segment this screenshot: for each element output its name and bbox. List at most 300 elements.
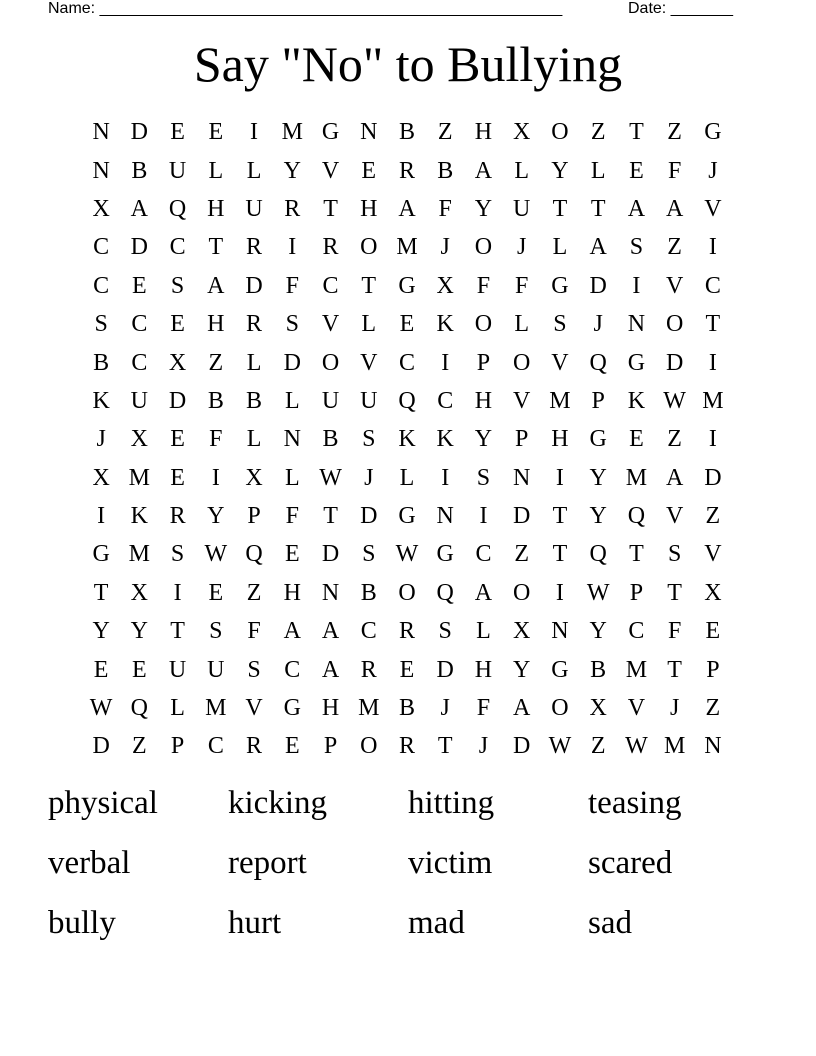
- grid-letter: C: [322, 272, 339, 299]
- grid-letter: X: [513, 618, 531, 645]
- grid-letter: L: [552, 234, 568, 261]
- grid-letter: J: [669, 695, 680, 722]
- grid-letter: Z: [667, 234, 682, 261]
- grid-letter: I: [97, 503, 106, 530]
- grid-letter: E: [705, 618, 721, 645]
- grid-letter: I: [555, 579, 564, 606]
- grid-letter: L: [284, 464, 300, 491]
- grid-letter: M: [625, 656, 648, 683]
- grid-letter: Y: [283, 157, 301, 184]
- grid-letter: G: [398, 503, 416, 530]
- grid-letter: O: [513, 349, 531, 376]
- grid-letter: F: [515, 272, 529, 299]
- word-bank-item: hitting: [408, 785, 495, 821]
- grid-letter: Z: [667, 426, 682, 453]
- grid-letter: Y: [589, 618, 607, 645]
- grid-letter: D: [589, 272, 607, 299]
- grid-letter: Q: [130, 695, 149, 722]
- grid-letter: R: [246, 733, 263, 760]
- grid-letter: S: [170, 541, 185, 568]
- grid-letter: R: [398, 157, 415, 184]
- grid-letter: S: [247, 656, 261, 683]
- grid-letter: M: [128, 464, 151, 491]
- grid-letter: U: [321, 387, 340, 414]
- grid-letter: T: [170, 618, 185, 645]
- grid-letter: L: [514, 157, 530, 184]
- name-field: Name: ____________________________________________________: [48, 0, 563, 17]
- grid-letter: O: [360, 733, 378, 760]
- grid-letter: A: [283, 618, 301, 645]
- grid-letter: Y: [130, 618, 149, 645]
- grid-letter: Z: [590, 119, 606, 146]
- grid-letter: E: [284, 541, 300, 568]
- grid-letter: X: [245, 464, 263, 491]
- grid-letter: R: [322, 234, 339, 261]
- grid-letter: F: [285, 272, 299, 299]
- grid-letter: U: [207, 656, 225, 683]
- grid-letter: Z: [667, 119, 682, 146]
- grid-letter: N: [360, 119, 378, 146]
- grid-letter: W: [204, 541, 228, 568]
- grid-letter: Y: [589, 503, 607, 530]
- grid-letter: E: [629, 426, 644, 453]
- grid-letter: C: [131, 349, 148, 376]
- grid-letter: J: [440, 695, 450, 722]
- grid-letter: P: [629, 579, 644, 606]
- grid-letter: L: [514, 311, 530, 338]
- grid-letter: Z: [590, 733, 606, 760]
- grid-letter: W: [89, 695, 113, 722]
- grid-letter: L: [170, 695, 185, 722]
- grid-letter: T: [437, 733, 453, 760]
- grid-letter: L: [208, 157, 224, 184]
- grid-letter: V: [513, 387, 531, 414]
- grid-letter: T: [705, 311, 721, 338]
- grid-letter: A: [321, 656, 340, 683]
- grid-letter: E: [399, 311, 415, 338]
- grid-letter: S: [438, 618, 452, 645]
- grid-letter: M: [702, 387, 724, 414]
- word-bank-item: bully: [48, 905, 116, 941]
- grid-letter: A: [321, 618, 340, 645]
- grid-letter: S: [209, 618, 223, 645]
- grid-letter: Z: [705, 503, 721, 530]
- grid-letter: P: [706, 656, 720, 683]
- grid-letter: P: [476, 349, 491, 376]
- grid-letter: N: [92, 157, 110, 184]
- word-bank-item: kicking: [228, 785, 327, 821]
- grid-letter: O: [474, 234, 493, 261]
- grid-letter: B: [246, 387, 263, 414]
- grid-letter: V: [321, 157, 340, 184]
- grid-letter: Y: [474, 426, 493, 453]
- grid-letter: F: [667, 157, 682, 184]
- grid-letter: Z: [514, 541, 530, 568]
- grid-letter: F: [247, 618, 261, 645]
- grid-letter: P: [515, 426, 529, 453]
- grid-letter: K: [436, 311, 454, 338]
- grid-letter: M: [396, 234, 418, 261]
- grid-letter: A: [207, 272, 225, 299]
- grid-letter: B: [590, 656, 607, 683]
- grid-letter: P: [170, 733, 185, 760]
- grid-letter: C: [284, 656, 301, 683]
- grid-row: [82, 574, 732, 612]
- grid-letter: K: [92, 387, 110, 414]
- grid-letter: I: [708, 426, 717, 453]
- grid-letter: G: [398, 272, 416, 299]
- grid-letter: I: [708, 234, 717, 261]
- grid-letter: T: [323, 503, 338, 530]
- grid-letter: S: [476, 464, 491, 491]
- grid-letter: W: [663, 387, 686, 414]
- grid-letter: A: [513, 695, 531, 722]
- grid-row: [82, 535, 732, 573]
- grid-letter: E: [93, 656, 109, 683]
- grid-letter: P: [591, 387, 605, 414]
- grid-letter: W: [319, 464, 342, 491]
- grid-letter: Y: [207, 503, 225, 530]
- grid-letter: C: [131, 311, 148, 338]
- grid-letter: R: [246, 311, 263, 338]
- grid-letter: T: [629, 119, 644, 146]
- grid-letter: D: [704, 464, 722, 491]
- grid-letter: E: [132, 656, 147, 683]
- grid-letter: G: [704, 119, 722, 146]
- grid-letter: X: [168, 349, 187, 376]
- grid-letter: W: [395, 541, 419, 568]
- grid-letter: V: [704, 541, 722, 568]
- grid-letter: Q: [589, 541, 607, 568]
- grid-letter: F: [438, 195, 452, 222]
- grid-letter: U: [168, 656, 187, 683]
- grid-letter: I: [441, 349, 450, 376]
- word-bank-item: victim: [408, 845, 493, 881]
- grid-letter: V: [665, 503, 684, 530]
- grid-letter: T: [208, 234, 224, 261]
- grid-letter: D: [360, 503, 378, 530]
- grid-letter: E: [170, 464, 185, 491]
- grid-letter: H: [321, 695, 340, 722]
- word-bank-item: sad: [588, 905, 632, 941]
- grid-letter: W: [586, 579, 610, 606]
- grid-letter: A: [130, 195, 149, 222]
- grid-letter: E: [361, 157, 377, 184]
- grid-letter: Z: [246, 579, 262, 606]
- grid-row: [82, 305, 732, 343]
- grid-letter: S: [362, 541, 376, 568]
- grid-letter: P: [323, 733, 338, 760]
- grid-letter: Q: [168, 195, 187, 222]
- grid-letter: V: [665, 272, 684, 299]
- grid-letter: Q: [245, 541, 263, 568]
- grid-letter: S: [170, 272, 185, 299]
- grid-letter: N: [513, 464, 531, 491]
- grid-letter: X: [436, 272, 454, 299]
- grid-letter: O: [321, 349, 340, 376]
- grid-letter: E: [629, 157, 644, 184]
- grid-letter: T: [629, 541, 644, 568]
- grid-letter: U: [513, 195, 531, 222]
- grid-letter: D: [665, 349, 684, 376]
- grid-letter: G: [589, 426, 607, 453]
- header-row: [0, 0, 816, 20]
- grid-letter: P: [247, 503, 261, 530]
- grid-letter: S: [629, 234, 644, 261]
- grid-letter: D: [130, 119, 149, 146]
- grid-letter: N: [627, 311, 646, 338]
- grid-letter: H: [474, 119, 493, 146]
- grid-letter: R: [398, 733, 415, 760]
- grid-letter: A: [474, 157, 493, 184]
- grid-letter: Y: [589, 464, 607, 491]
- grid-letter: Q: [398, 387, 416, 414]
- grid-letter: T: [323, 195, 338, 222]
- grid-letter: S: [285, 311, 299, 338]
- grid-letter: C: [207, 733, 224, 760]
- grid-letter: U: [245, 195, 263, 222]
- grid-letter: K: [627, 387, 646, 414]
- grid-letter: I: [211, 464, 220, 491]
- grid-letter: H: [207, 195, 225, 222]
- grid-letter: C: [475, 541, 492, 568]
- grid-letter: K: [436, 426, 454, 453]
- word-bank-item: report: [228, 845, 307, 881]
- grid-letter: W: [625, 733, 648, 760]
- grid-letter: E: [170, 426, 185, 453]
- grid-letter: J: [364, 464, 374, 491]
- word-bank-item: verbal: [48, 845, 131, 881]
- word-bank: [48, 778, 768, 958]
- grid-letter: C: [437, 387, 454, 414]
- grid-letter: S: [94, 311, 108, 338]
- grid-letter: J: [96, 426, 106, 453]
- grid-letter: L: [246, 349, 262, 376]
- grid-letter: M: [625, 464, 648, 491]
- grid-letter: L: [284, 387, 300, 414]
- grid-letter: T: [667, 579, 682, 606]
- grid-letter: F: [667, 618, 682, 645]
- grid-letter: A: [665, 195, 684, 222]
- grid-letter: J: [440, 234, 450, 261]
- grid-letter: C: [704, 272, 721, 299]
- grid-letter: C: [628, 618, 645, 645]
- grid-row: [82, 190, 732, 228]
- grid-letter: Y: [474, 195, 493, 222]
- grid-row: [82, 382, 732, 420]
- grid-letter: U: [168, 157, 187, 184]
- grid-letter: B: [398, 119, 415, 146]
- date-field: Date: _______: [628, 0, 733, 17]
- grid-letter: V: [704, 195, 722, 222]
- page-title: Say "No" to Bullying: [193, 36, 623, 92]
- grid-letter: V: [245, 695, 263, 722]
- grid-letter: O: [551, 695, 569, 722]
- grid-letter: T: [667, 656, 682, 683]
- word-bank-item: mad: [408, 905, 465, 941]
- grid-letter: M: [205, 695, 227, 722]
- grid-row: [82, 228, 732, 266]
- word-bank-item: scared: [588, 845, 673, 881]
- grid-letter: O: [665, 311, 684, 338]
- grid-letter: M: [663, 733, 686, 760]
- grid-letter: E: [132, 272, 147, 299]
- grid-letter: H: [474, 656, 493, 683]
- grid-letter: I: [708, 349, 717, 376]
- grid-letter: S: [553, 311, 567, 338]
- grid-letter: L: [399, 464, 415, 491]
- grid-letter: I: [173, 579, 182, 606]
- grid-letter: L: [476, 618, 491, 645]
- grid-letter: H: [207, 311, 225, 338]
- grid-letter: G: [92, 541, 110, 568]
- grid-letter: I: [288, 234, 297, 261]
- letter-grid: [82, 113, 732, 766]
- grid-letter: C: [93, 272, 110, 299]
- grid-letter: G: [551, 656, 569, 683]
- grid-letter: R: [246, 234, 263, 261]
- grid-letter: S: [362, 426, 376, 453]
- grid-letter: Y: [513, 656, 531, 683]
- grid-row: [82, 650, 732, 688]
- grid-row: [82, 689, 732, 727]
- grid-letter: L: [361, 311, 377, 338]
- grid-letter: F: [209, 426, 223, 453]
- grid-letter: A: [589, 234, 607, 261]
- grid-letter: G: [551, 272, 569, 299]
- grid-row: [82, 612, 732, 650]
- grid-letter: M: [281, 119, 303, 146]
- grid-letter: V: [627, 695, 646, 722]
- grid-letter: U: [130, 387, 149, 414]
- grid-letter: Y: [92, 618, 110, 645]
- grid-letter: A: [665, 464, 684, 491]
- grid-letter: G: [627, 349, 646, 376]
- grid-letter: C: [360, 618, 377, 645]
- grid-letter: B: [360, 579, 377, 606]
- grid-letter: F: [285, 503, 299, 530]
- grid-letter: J: [708, 157, 718, 184]
- grid-letter: N: [92, 119, 110, 146]
- grid-letter: C: [169, 234, 186, 261]
- grid-letter: O: [474, 311, 493, 338]
- grid-letter: A: [627, 195, 646, 222]
- grid-letter: U: [360, 387, 378, 414]
- grid-letter: G: [283, 695, 301, 722]
- word-bank-item: teasing: [588, 785, 682, 821]
- grid-row: [82, 420, 732, 458]
- grid-letter: O: [398, 579, 416, 606]
- grid-letter: E: [170, 311, 185, 338]
- grid-letter: D: [436, 656, 454, 683]
- grid-letter: T: [552, 195, 568, 222]
- grid-letter: T: [552, 503, 568, 530]
- grid-letter: D: [513, 503, 531, 530]
- grid-letter: D: [92, 733, 110, 760]
- grid-letter: Z: [437, 119, 453, 146]
- grid-letter: D: [321, 541, 340, 568]
- grid-letter: I: [632, 272, 641, 299]
- grid-letter: J: [593, 311, 603, 338]
- grid-row: [82, 113, 732, 151]
- grid-letter: D: [513, 733, 531, 760]
- grid-letter: D: [130, 234, 149, 261]
- grid-letter: T: [361, 272, 377, 299]
- grid-letter: N: [436, 503, 454, 530]
- grid-letter: E: [208, 119, 224, 146]
- word-bank-item: physical: [48, 785, 158, 821]
- grid-letter: B: [398, 695, 415, 722]
- grid-letter: B: [207, 387, 224, 414]
- grid-letter: E: [170, 119, 185, 146]
- grid-letter: X: [513, 119, 531, 146]
- grid-letter: A: [398, 195, 416, 222]
- grid-letter: E: [208, 579, 224, 606]
- grid-letter: F: [476, 272, 491, 299]
- grid-letter: O: [551, 119, 569, 146]
- grid-letter: M: [128, 541, 151, 568]
- grid-letter: V: [321, 311, 340, 338]
- grid-letter: L: [590, 157, 606, 184]
- grid-letter: Z: [208, 349, 224, 376]
- grid-letter: X: [130, 579, 149, 606]
- grid-letter: L: [246, 157, 262, 184]
- grid-letter: F: [476, 695, 491, 722]
- grid-letter: V: [360, 349, 378, 376]
- grid-letter: G: [321, 119, 340, 146]
- grid-letter: Q: [627, 503, 646, 530]
- grid-letter: D: [245, 272, 263, 299]
- grid-letter: B: [437, 157, 454, 184]
- grid-letter: G: [436, 541, 454, 568]
- grid-letter: T: [590, 195, 606, 222]
- grid-letter: E: [284, 733, 300, 760]
- grid-letter: J: [478, 733, 489, 760]
- grid-letter: I: [250, 119, 259, 146]
- grid-letter: X: [589, 695, 607, 722]
- grid-letter: B: [322, 426, 339, 453]
- grid-letter: O: [360, 234, 378, 261]
- grid-letter: T: [552, 541, 568, 568]
- grid-letter: I: [479, 503, 488, 530]
- grid-row: [82, 727, 732, 765]
- word-bank-item: hurt: [228, 905, 282, 941]
- grid-letter: C: [398, 349, 415, 376]
- grid-letter: K: [398, 426, 416, 453]
- grid-letter: Z: [132, 733, 147, 760]
- grid-letter: Q: [589, 349, 607, 376]
- grid-letter: I: [441, 464, 450, 491]
- grid-letter: R: [169, 503, 186, 530]
- grid-letter: R: [284, 195, 301, 222]
- grid-letter: R: [360, 656, 377, 683]
- grid-letter: H: [551, 426, 569, 453]
- grid-letter: Z: [705, 695, 721, 722]
- grid-letter: S: [667, 541, 682, 568]
- grid-letter: R: [398, 618, 415, 645]
- grid-letter: I: [555, 464, 564, 491]
- grid-letter: J: [517, 234, 527, 261]
- grid-letter: X: [92, 195, 110, 222]
- grid-letter: M: [549, 387, 571, 414]
- grid-letter: D: [283, 349, 301, 376]
- grid-row: [82, 267, 732, 305]
- grid-letter: N: [283, 426, 301, 453]
- grid-letter: W: [548, 733, 572, 760]
- grid-row: [82, 497, 732, 535]
- grid-letter: H: [283, 579, 301, 606]
- grid-letter: X: [92, 464, 110, 491]
